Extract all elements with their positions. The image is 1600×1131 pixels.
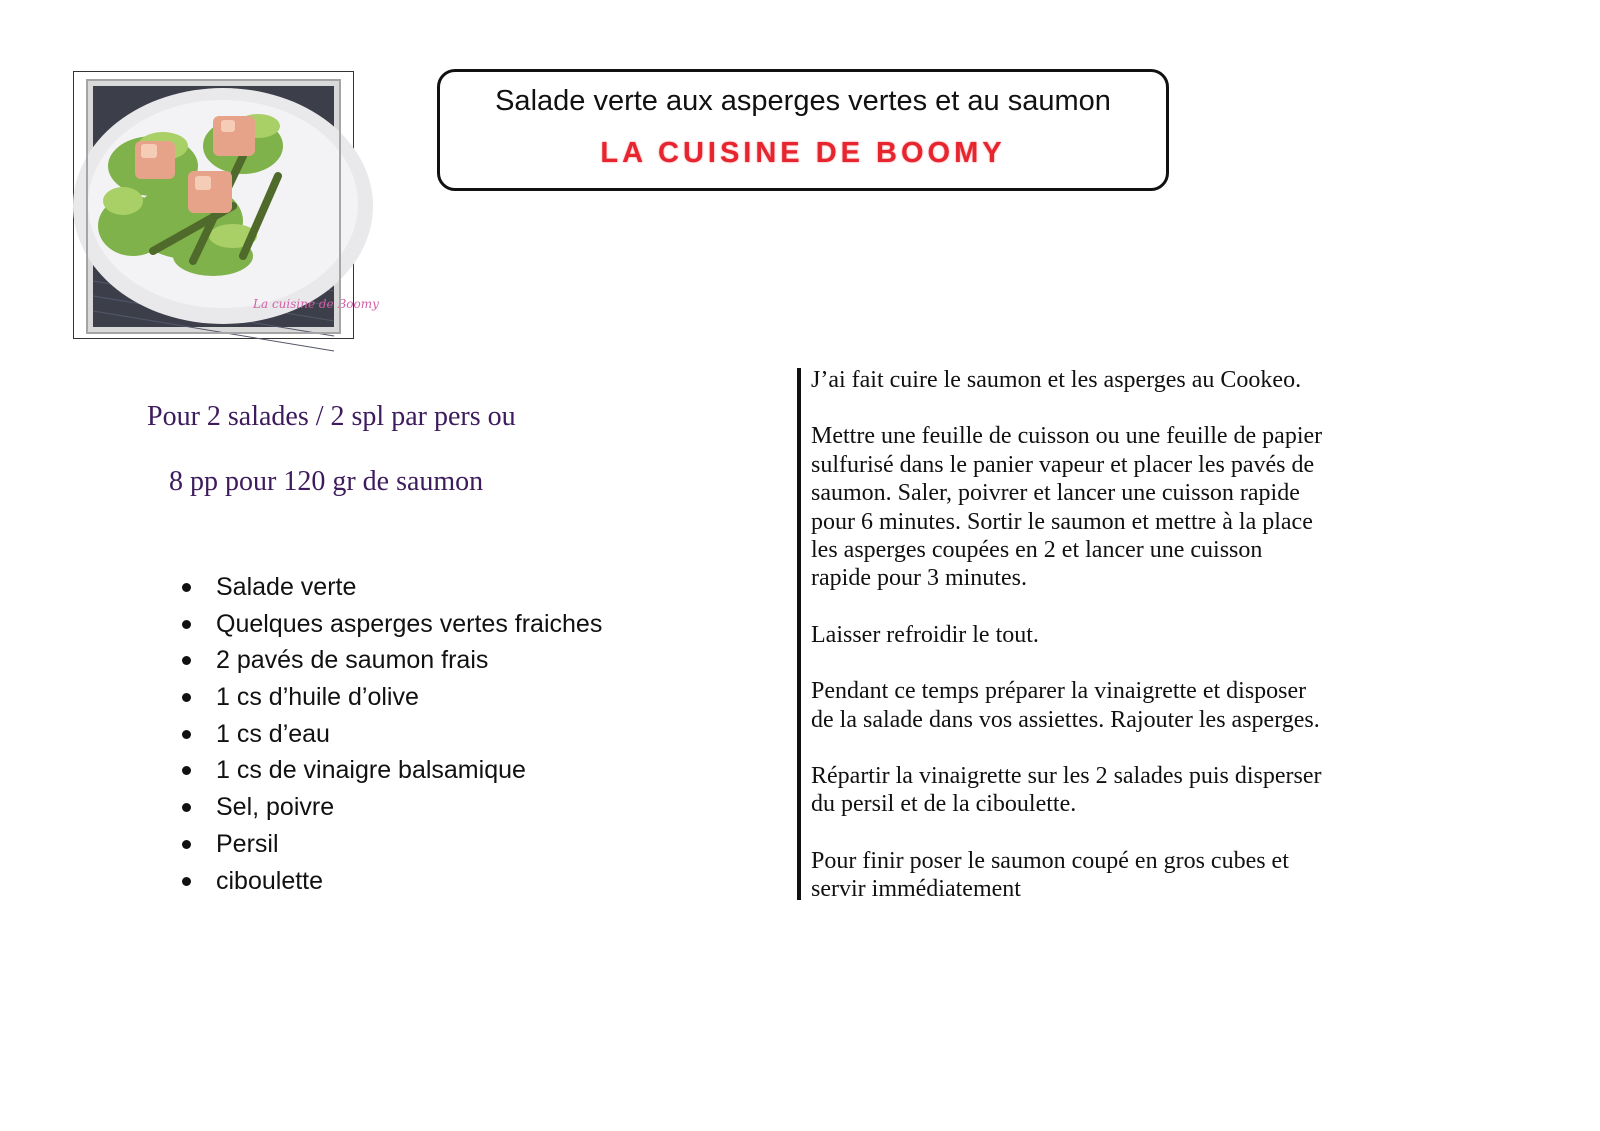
ingredient-item <box>182 682 602 719</box>
instruction-paragraph: Pendant ce temps préparer la vinaigrette et disposer de la salade dans vos assiettes. Rajouter les asperges. <box>811 678 1320 733</box>
ingredient-label: Persil <box>216 829 279 858</box>
ingredient-label: 1 cs de vinaigre balsamique <box>216 756 526 785</box>
ingredient-item <box>182 572 602 609</box>
ingredient-label: Salade verte <box>216 573 357 601</box>
servings-line-1: Pour 2 salades / 2 spl par pers ou <box>147 401 516 432</box>
instruction-paragraph: Mettre une feuille de cuisson ou une feuille de papier sulfurisé dans le panier vapeur et placer les pavés de saumon. Saler, poivrer et lancer une cuisson rapide pour 6 minutes. Sortir le saumon et mettre à la place les asperges coupées en 2 et lancer une cuisson rapide pour 3 minutes. <box>811 423 1323 592</box>
bullet-icon <box>182 583 191 592</box>
recipe-title: Salade verte aux asperges vertes et au saumon <box>495 85 1111 117</box>
ingredient-label: ciboulette <box>216 866 324 895</box>
ingredient-label: 1 cs d’huile d’olive <box>216 683 419 712</box>
ingredient-item <box>182 609 602 646</box>
ingredient-item <box>182 792 602 829</box>
bullet-icon <box>182 693 191 702</box>
bullet-icon <box>182 730 191 739</box>
ingredient-item <box>182 755 602 792</box>
salad-plate-image <box>93 86 379 327</box>
instructions <box>811 366 1411 932</box>
recipe-title-box <box>437 69 1169 191</box>
ingredient-label: Sel, poivre <box>216 793 335 822</box>
ingredient-label: 1 cs d’eau <box>216 719 330 748</box>
ingredient-item <box>182 829 602 866</box>
servings-line-2: 8 pp pour 120 gr de saumon <box>169 466 484 497</box>
ingredient-item <box>182 866 602 903</box>
ingredient-item <box>182 645 602 682</box>
instruction-paragraph: J’ai fait cuire le saumon et les asperges au Cookeo. <box>811 367 1302 393</box>
ingredient-label: 2 pavés de saumon frais <box>216 646 489 675</box>
bullet-icon <box>182 877 191 886</box>
bullet-icon <box>182 840 191 849</box>
ingredient-list <box>182 572 602 902</box>
recipe-photo <box>88 81 379 332</box>
brand-name: LA CUISINE DE BOOMY <box>600 137 1006 169</box>
recipe-photo-frame <box>73 71 379 339</box>
instruction-paragraph: Pour finir poser le saumon coupé en gros cubes et servir immédiatement <box>811 847 1289 903</box>
instruction-paragraph: Laisser refroidir le tout. <box>811 621 1039 648</box>
ingredient-item <box>182 719 602 756</box>
bullet-icon <box>182 803 191 812</box>
bullet-icon <box>182 766 191 775</box>
ingredient-label: Quelques asperges vertes fraiches <box>216 609 603 638</box>
instruction-paragraph: Répartir la vinaigrette sur les 2 salades puis disperser du persil et de la ciboulette. <box>811 763 1322 818</box>
bullet-icon <box>182 620 191 629</box>
column-divider <box>797 368 801 900</box>
bullet-icon <box>182 656 191 665</box>
svg-text:La cuisine de Boomy: La cuisine de Boomy <box>253 297 379 311</box>
